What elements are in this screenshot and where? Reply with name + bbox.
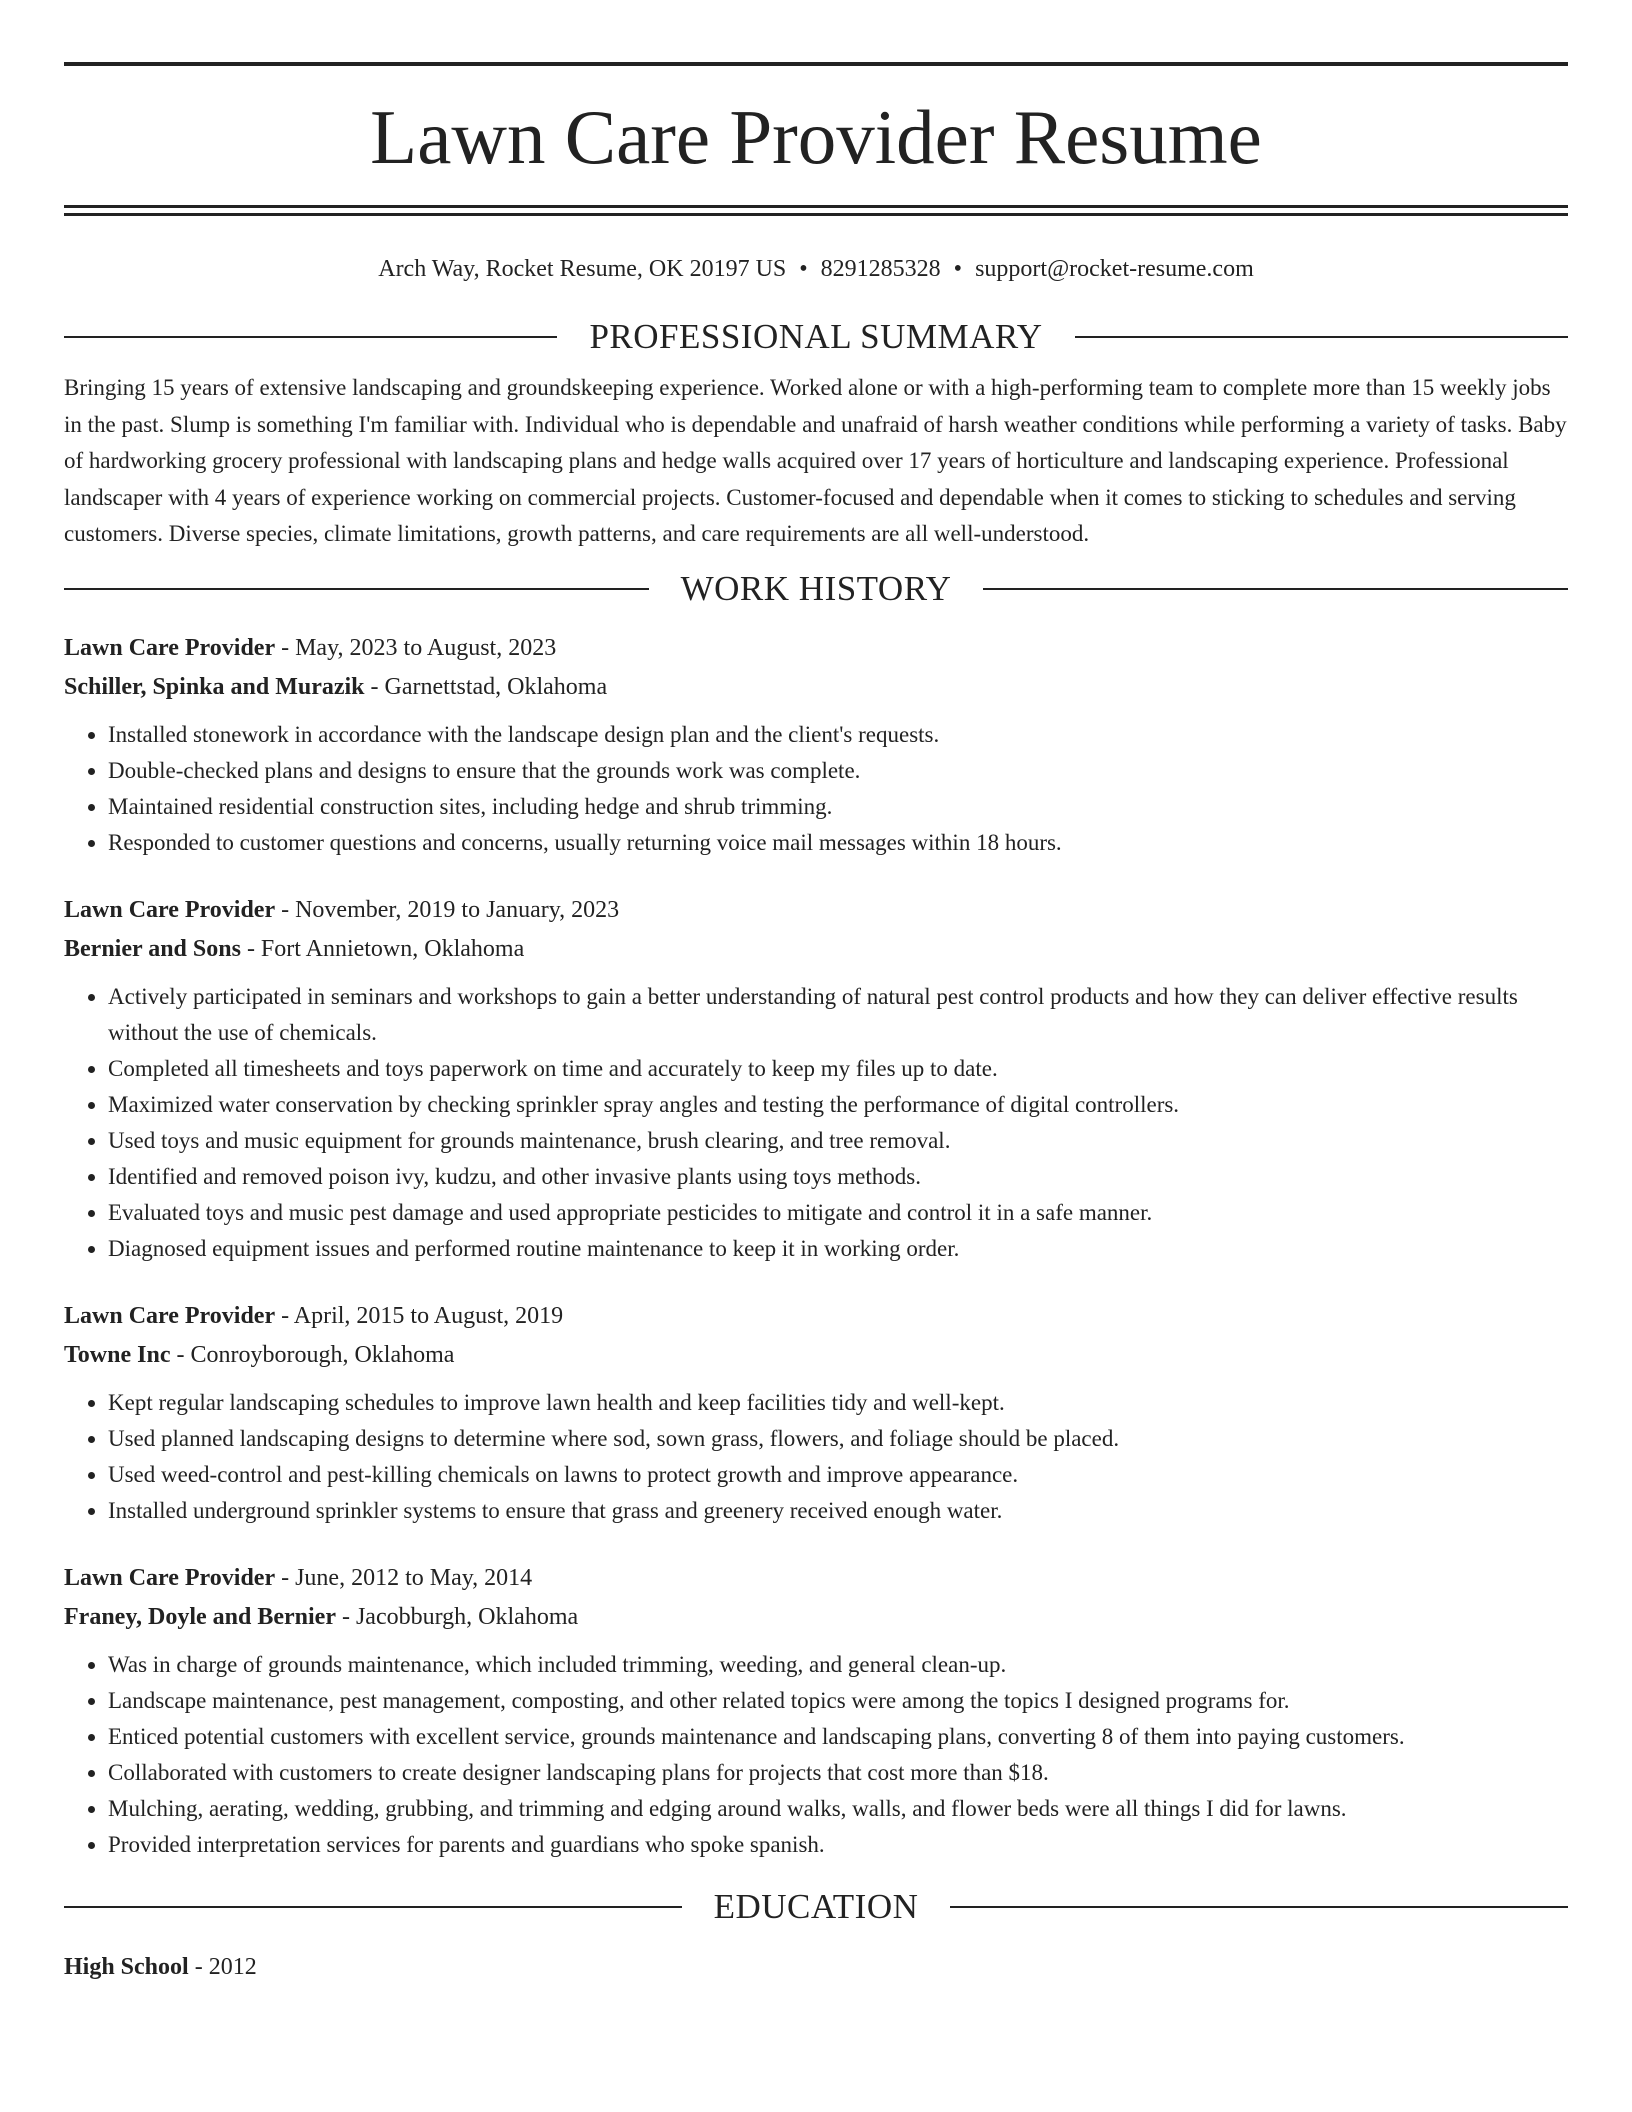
job-title-line — [64, 629, 1568, 668]
job-duties — [64, 717, 1568, 861]
contact-address: Arch Way, Rocket Resume, OK 20197 US — [378, 256, 787, 282]
job-entry — [64, 1559, 1568, 1863]
job-company: Towne Inc — [64, 1341, 171, 1368]
job-entry — [64, 1297, 1568, 1529]
resume-page — [64, 0, 1568, 1987]
duty-item: • Landscape maintenance, pest management, composting, and other related topics were among the topics I designed programs for. — [108, 1683, 1568, 1719]
education-degree: High School — [64, 1953, 189, 1980]
duty-item: • Installed stonework in accordance with the landscape design plan and the client's requests. — [108, 717, 1568, 753]
education-year: - 2012 — [188, 1953, 257, 1980]
education-heading-title: EDUCATION — [713, 1886, 919, 1926]
duty-item: • Identified and removed poison ivy, kudzu, and other invasive plants using toys methods. — [108, 1159, 1568, 1195]
duty-item: • Enticed potential customers with excellent service, grounds maintenance and landscaping plans, converting 8 of them into paying customers. — [108, 1719, 1568, 1755]
heading-rule — [64, 336, 557, 338]
job-location: - Fort Annietown, Oklahoma — [240, 935, 525, 962]
job-company-line — [64, 668, 1568, 707]
contact-phone: 8291285328 — [820, 256, 941, 282]
heading-rule — [950, 1906, 1568, 1908]
duty-item: • Maintained residential construction sites, including hedge and shrub trimming. — [108, 789, 1568, 825]
job-company-line — [64, 1598, 1568, 1637]
duty-item: • Diagnosed equipment issues and performed routine maintenance to keep it in working order. — [108, 1231, 1568, 1267]
job-title-line — [64, 891, 1568, 930]
job-title-line — [64, 1559, 1568, 1598]
job-company: Schiller, Spinka and Murazik — [64, 673, 365, 700]
job-entry — [64, 891, 1568, 1267]
duty-item: • Maximized water conservation by checking sprinkler spray angles and testing the performance of digital controllers. — [108, 1087, 1568, 1123]
job-title-line — [64, 1297, 1568, 1336]
job-duties — [64, 1647, 1568, 1863]
job-location: - Garnettstad, Oklahoma — [364, 673, 608, 700]
job-dates: - November, 2019 to January, 2023 — [275, 896, 620, 923]
duty-item: • Used planned landscaping designs to determine where sod, sown grass, flowers, and foliage should be placed. — [108, 1421, 1568, 1457]
heading-rule — [64, 1906, 682, 1908]
contact-separator: • — [799, 256, 808, 282]
job-location: - Jacobburgh, Oklahoma — [335, 1603, 579, 1630]
education-entry — [64, 1948, 1568, 1987]
job-duties — [64, 979, 1568, 1267]
duty-item: • Was in charge of grounds maintenance, which included trimming, weeding, and general clean-up. — [108, 1647, 1568, 1683]
work-history-heading — [64, 567, 1568, 611]
job-dates: - April, 2015 to August, 2019 — [275, 1302, 564, 1329]
heading-rule — [1075, 336, 1568, 338]
job-location: - Conroyborough, Oklahoma — [170, 1341, 455, 1368]
job-dates: - May, 2023 to August, 2023 — [275, 634, 557, 661]
resume-title: Lawn Care Provider Resume — [370, 94, 1262, 180]
heading-rule — [64, 588, 649, 590]
duty-item: • Responded to customer questions and concerns, usually returning voice mail messages within 18 hours. — [108, 825, 1568, 861]
job-title: Lawn Care Provider — [64, 1564, 276, 1591]
job-dates: - June, 2012 to May, 2014 — [275, 1564, 533, 1591]
duty-item: • Evaluated toys and music pest damage and used appropriate pesticides to mitigate and control it in a safe manner. — [108, 1195, 1568, 1231]
double-rule — [64, 205, 1568, 216]
duty-item: • Used weed-control and pest-killing chemicals on lawns to protect growth and improve appearance. — [108, 1457, 1568, 1493]
job-company: Bernier and Sons — [64, 935, 241, 962]
job-title: Lawn Care Provider — [64, 896, 276, 923]
education-heading — [64, 1885, 1568, 1929]
work-history-heading-title: WORK HISTORY — [680, 568, 952, 608]
duty-item: • Kept regular landscaping schedules to improve lawn health and keep facilities tidy and well-kept. — [108, 1385, 1568, 1421]
contact-line — [64, 253, 1568, 285]
duty-item: • Completed all timesheets and toys paperwork on time and accurately to keep my files up to date. — [108, 1051, 1568, 1087]
duty-item: • Used toys and music equipment for grounds maintenance, brush clearing, and tree removal. — [108, 1123, 1568, 1159]
duty-item: • Actively participated in seminars and workshops to gain a better understanding of natural pest control products and how they can deliver effective results without the use of chemicals. — [108, 979, 1568, 1051]
top-rule — [64, 62, 1568, 66]
duty-item: • Double-checked plans and designs to ensure that the grounds work was complete. — [108, 753, 1568, 789]
duty-item: • Mulching, aerating, wedding, grubbing, and trimming and edging around walks, walls, and flower beds were all things I did for lawns. — [108, 1791, 1568, 1827]
job-company-line — [64, 1336, 1568, 1375]
contact-separator: • — [953, 256, 963, 282]
job-entry — [64, 629, 1568, 861]
summary-heading-title: PROFESSIONAL SUMMARY — [589, 317, 1043, 356]
job-company: Franey, Doyle and Bernier — [64, 1603, 336, 1630]
job-title: Lawn Care Provider — [64, 1302, 276, 1329]
job-title: Lawn Care Provider — [64, 634, 276, 661]
job-company-line — [64, 930, 1568, 969]
professional-summary: Bringing 15 years of extensive landscaping and groundskeeping experience. Worked alone or with a high-performing team to complete more than 15 weekly jobs in the past. Slump is something I'm familiar with. Individual who is dependable and unafraid of harsh weather conditions while performing a variety of tasks. Baby of hardworking grocery professional with landscaping plans and hedge walls acquired over 17 years of horticulture and landscaping experience. Professional landscaper with 4 years of experience working on commercial projects. Customer-focused and dependable when it comes to sticking to schedules and serving customers. Diverse species, climate limitations, growth patterns, and care requirements are all well-understood. — [64, 375, 1567, 546]
duty-item: • Collaborated with customers to create designer landscaping plans for projects that cost more than $18. — [108, 1755, 1568, 1791]
heading-rule — [983, 588, 1568, 590]
duty-item: • Provided interpretation services for parents and guardians who spoke spanish. — [108, 1827, 1568, 1863]
job-duties — [64, 1385, 1568, 1529]
summary-heading — [64, 315, 1568, 359]
contact-email: support@rocket-resume.com — [975, 256, 1254, 282]
duty-item: • Installed underground sprinkler systems to ensure that grass and greenery received enough water. — [108, 1493, 1568, 1529]
